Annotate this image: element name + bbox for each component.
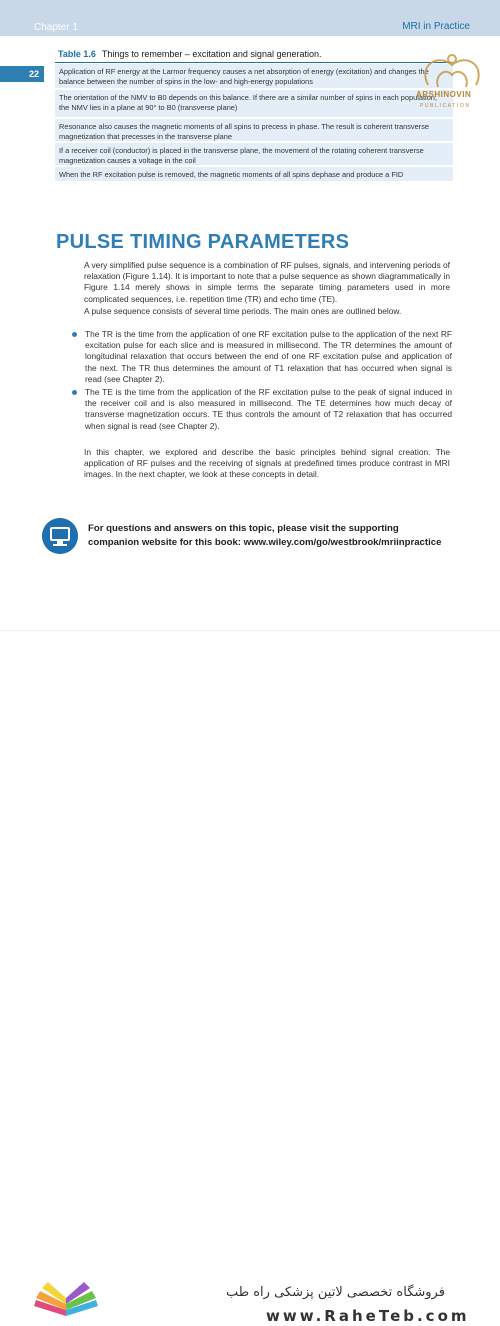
- table-top-rule: [55, 62, 453, 63]
- computer-icon: [42, 518, 78, 554]
- paragraph: In this chapter, we explored and describe the basic principles behind signal creation. The application of RF pulses and the receiving of signals at predefined times produce contrast in MRI images. In the next chapter, we look at these concepts in detail.: [84, 447, 450, 480]
- paragraph: A pulse sequence consists of several time periods. The main ones are outlined below.: [84, 306, 402, 316]
- book-page: [0, 0, 500, 630]
- store-name: فروشگاه تخصصی لاتین پزشکی راه طب: [226, 1285, 445, 1300]
- chapter-label: Chapter 1: [34, 22, 78, 33]
- section-heading: PULSE TIMING PARAMETERS: [56, 231, 350, 253]
- book-title: MRI in Practice: [402, 21, 470, 32]
- table-title: Things to remember – excitation and signal generation.: [101, 49, 322, 59]
- table-row: When the RF excitation pulse is removed, the magnetic moments of all spins dephase and produce a FID: [55, 167, 453, 181]
- watermark-sub: PUBLICATION: [420, 103, 471, 109]
- bullet-icon: [72, 390, 77, 395]
- companion-website-callout: [42, 518, 454, 558]
- table-row: If a receiver coil (conductor) is placed in the transverse plane, the movement of the rotating coherent transverse magnetization causes a voltage in the coil: [55, 143, 453, 165]
- table-row: The orientation of the NMV to B0 depends on this balance. If there are a similar number of spins in each population, the NMV lies in a plane at 90° to B0 (transverse plane): [55, 90, 453, 117]
- callout-text: For questions and answers on this topic, please visit the supporting companion website for this book: www.wiley.com/go/westbrook/mriinpractice: [88, 523, 442, 548]
- table-label: Table 1.6: [58, 49, 96, 59]
- bullet-item-te: [72, 387, 452, 432]
- bullet-text: The TR is the time from the application of one RF excitation pulse to the application of the next RF excitation pulse for each slice and is measured in millisecond. The TR determines the amount of longitudinal relaxation that occurs between the end of one RF excitation pulse and application of the next. The TR thus determines the amount of T1 relaxation that has occurred when signal is read (see Chapter 2).: [85, 329, 452, 384]
- bullet-text: The TE is the time from the application of the RF excitation pulse to the peak of signal induced in the receiver coil and is also measured in millisecond. The TE determines how much decay of transverse magnetization occurs. TE thus controls the amount of T2 relaxation that has occurred when signal is read (see Chapter 2).: [85, 387, 452, 431]
- watermark-name: ARSHINOVIN: [416, 90, 472, 99]
- store-footer: [0, 630, 500, 1325]
- table-row: Resonance also causes the magnetic moments of all spins to precess in phase. The result is coherent transverse magnetization that precesses in the transverse plane: [55, 119, 453, 141]
- table-row: Application of RF energy at the Larmor frequency causes a net absorption of energy (excitation) and changes the balance between the number of spins in the low- and high-energy populations: [55, 64, 453, 88]
- running-header: [0, 0, 500, 36]
- page-number: 22: [0, 66, 44, 82]
- table-caption: [58, 49, 322, 59]
- book-logo-icon: [22, 1276, 110, 1326]
- paragraph: A very simplified pulse sequence is a combination of RF pulses, signals, and intervening periods of relaxation (Figure 1.14). It is important to note that a pulse sequence as shown diagrammatically in Figure 1.14 merely shows in simple terms the separate timing parameters used in more complicated sequences, i.e. repetition time (TR) and echo time (TE).: [84, 260, 450, 304]
- store-url[interactable]: www.RaheTeb.com: [266, 1307, 470, 1325]
- bullet-item-tr: [72, 329, 452, 385]
- bullet-icon: [72, 332, 77, 337]
